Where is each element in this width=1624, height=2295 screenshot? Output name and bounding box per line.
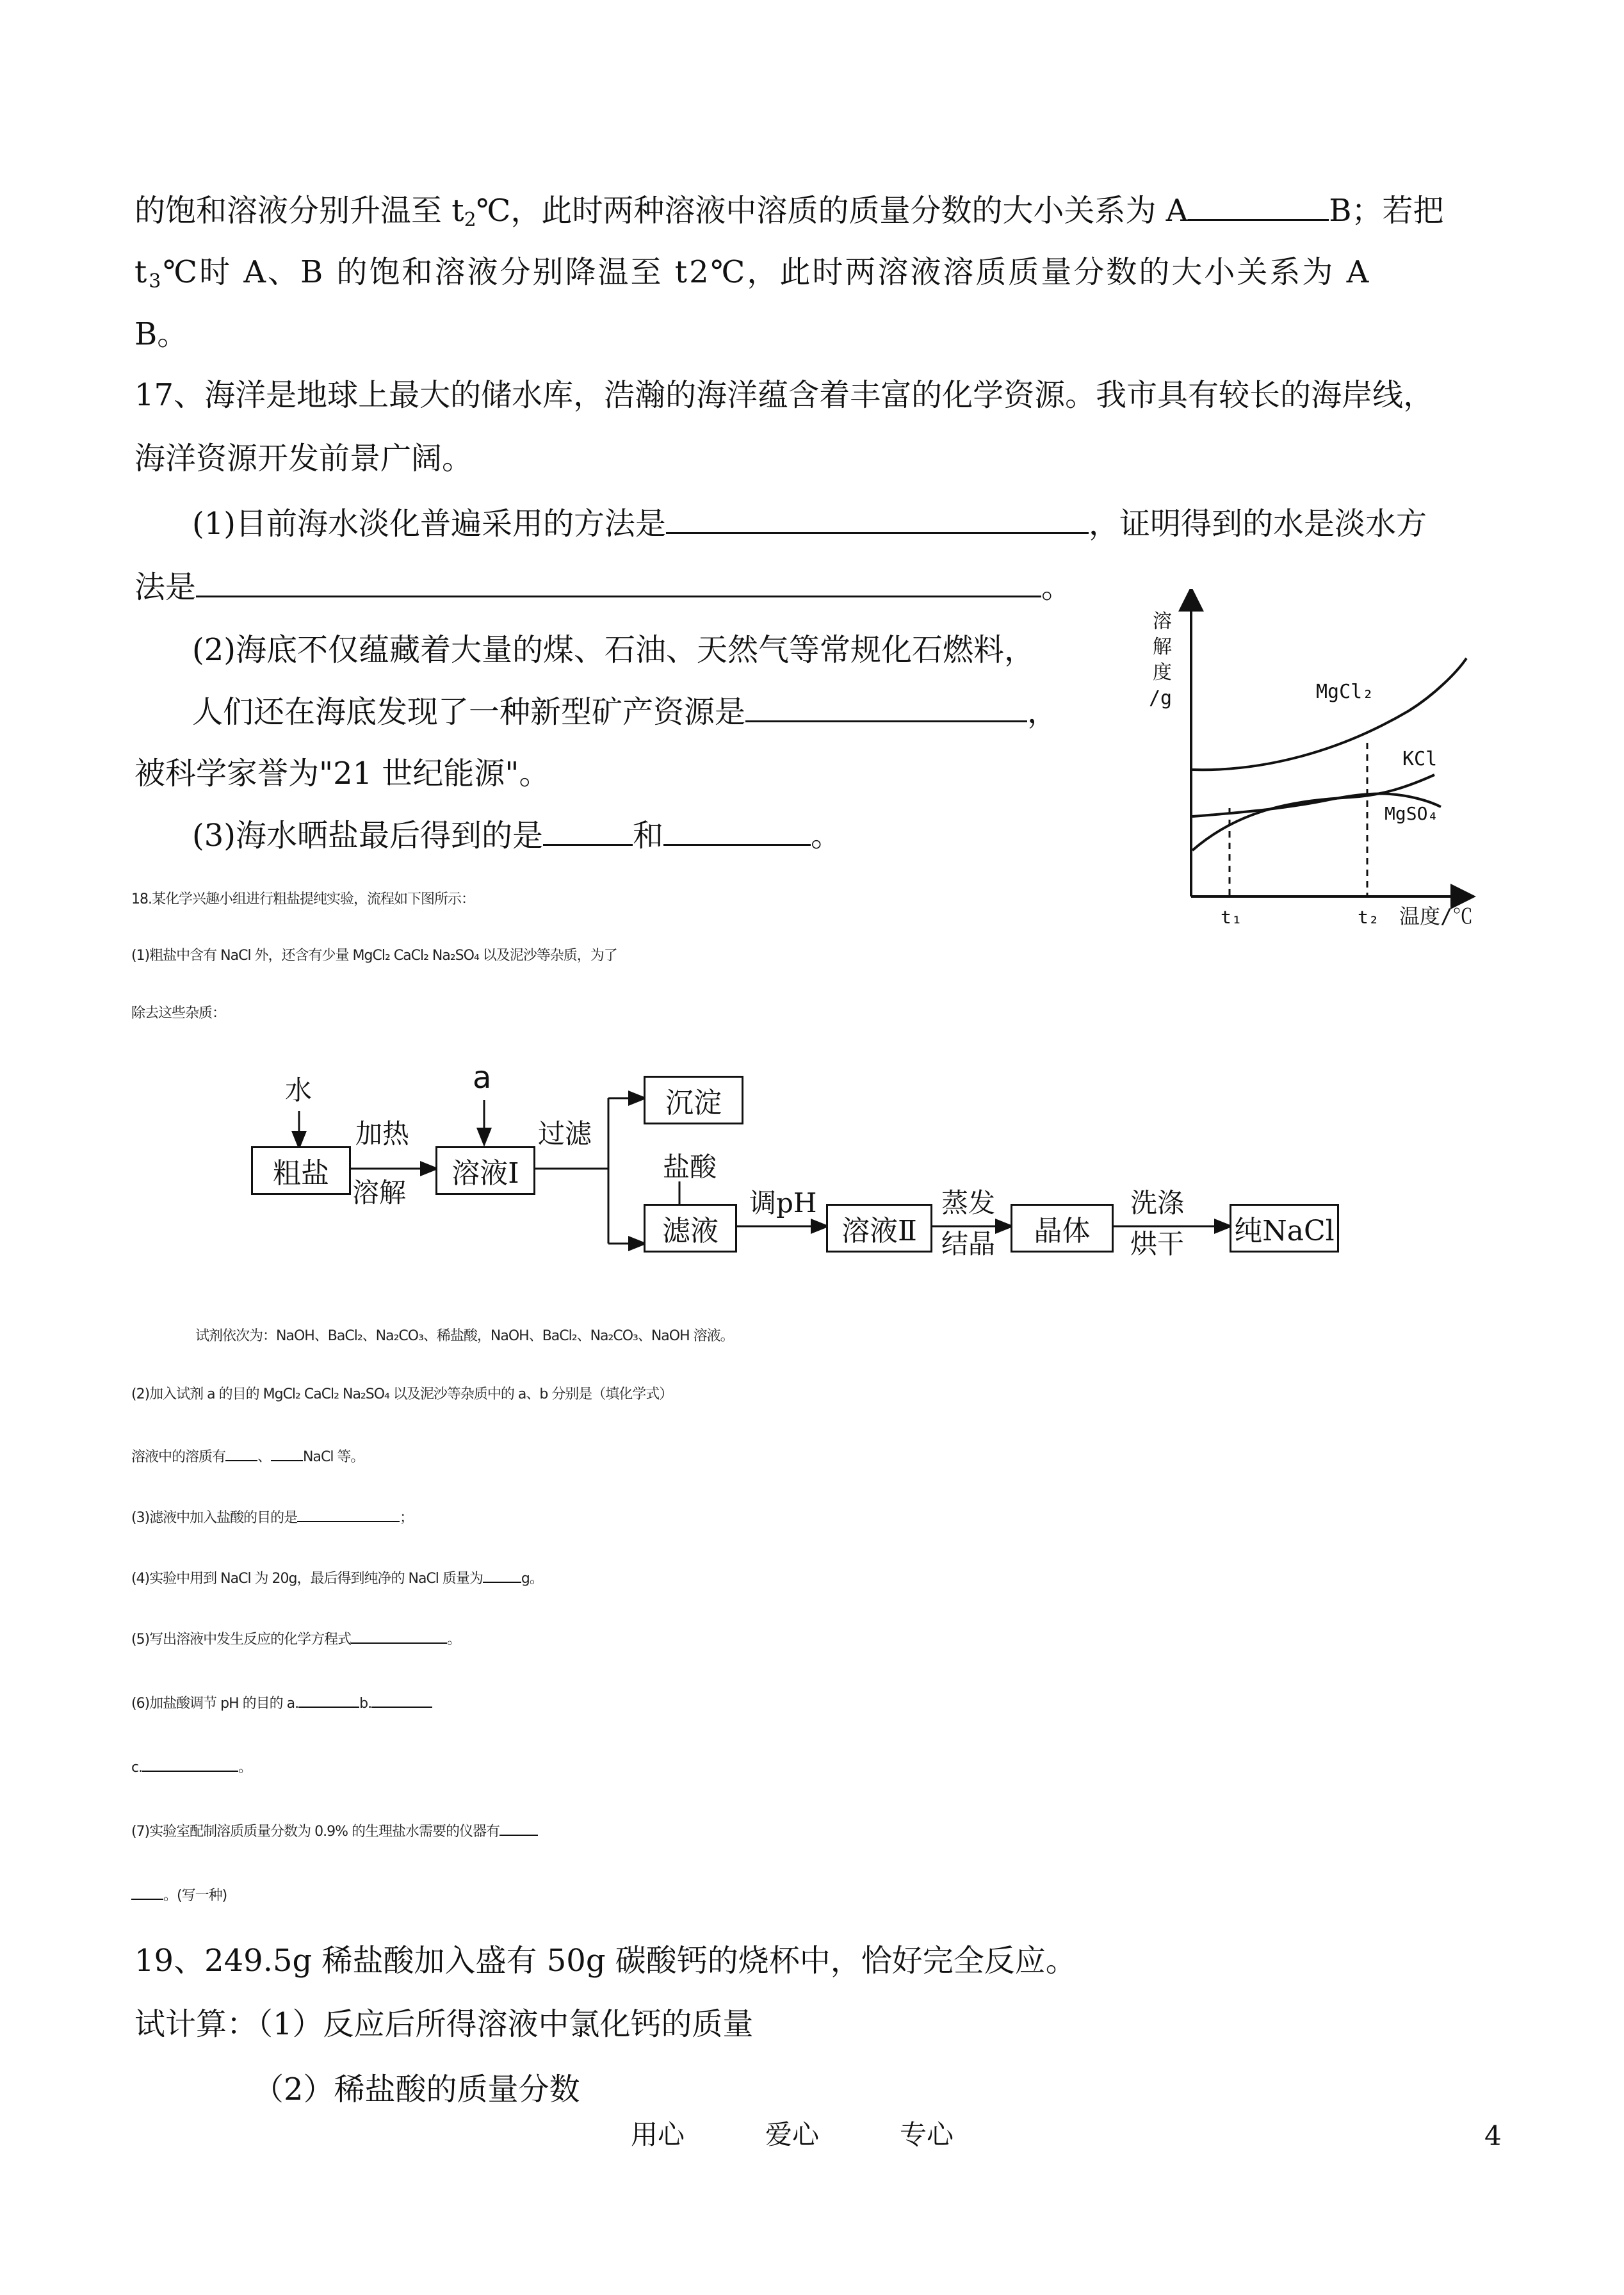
answer-blank[interactable] <box>271 1447 303 1461</box>
q19-line3: （2）稀盐酸的质量分数 <box>253 2072 580 2107</box>
q16-text: B。 <box>134 316 188 352</box>
q18-line10 <box>131 1694 432 1712</box>
flow-hcl-label: 盐酸 <box>663 1151 717 1183</box>
answer-blank[interactable] <box>499 1822 538 1836</box>
q18-text: 。(写一种) <box>163 1888 227 1904</box>
q18-text: 、 <box>257 1449 272 1465</box>
q18-text: (6)加盐酸调节 pH 的目的 a. <box>131 1696 299 1712</box>
q17-intro-line1: 17、海洋是地球上最大的储水库，浩瀚的海洋蕴含着丰富的化学资源。我市具有较长的海岸线， <box>134 377 1434 413</box>
q18-text: (4)实验中用到 NaCl 为 20g，最后得到纯净的 NaCl 质量为 <box>131 1571 483 1587</box>
q18-text: (3)滤液中加入盐酸的目的是 <box>131 1510 298 1526</box>
flow-box-precipitate: 沉淀 <box>644 1076 743 1124</box>
q18-line6 <box>131 1447 364 1466</box>
q18-line8 <box>131 1569 543 1587</box>
y-axis-label: 溶 解 度 /g <box>1149 610 1173 710</box>
answer-blank[interactable] <box>483 1569 521 1583</box>
q18-text: g。 <box>521 1571 543 1587</box>
q19-line2: 试计算：（1）反应后所得溶液中氯化钙的质量 <box>134 2006 754 2042</box>
q17-text: ，证明得到的水是淡水方 <box>1089 506 1427 542</box>
answer-blank[interactable] <box>351 1630 447 1644</box>
flow-box-solution1: 溶液Ⅰ <box>435 1146 535 1195</box>
footer-motto: 用心 爱心 专心 <box>631 2119 954 2150</box>
answer-blank[interactable] <box>297 1508 400 1522</box>
q17-text: 和 <box>633 818 664 854</box>
answer-blank[interactable] <box>225 1447 257 1461</box>
flow-water-label: 水 <box>285 1075 313 1106</box>
q18-line5: (2)加入试剂 a 的目的 MgCl₂ CaCl₂ Na₂SO₄ 以及泥沙等杂质中的 a、b 分别是（填化学式） <box>131 1386 673 1402</box>
flow-filter-label: 过滤 <box>538 1118 592 1149</box>
flow-box-crystal: 晶体 <box>1011 1204 1114 1253</box>
q17-part2-cont2: 被科学家誉为"21 世纪能源"。 <box>134 756 550 791</box>
q18-line3: 除去这些杂质： <box>131 1005 226 1021</box>
x-axis-label: 温度/℃ <box>1399 904 1474 929</box>
q18-line13 <box>131 1886 227 1904</box>
q18-line11 <box>131 1758 252 1776</box>
q17-text: ， <box>1027 694 1059 730</box>
flow-box-solution2: 溶液Ⅱ <box>826 1204 932 1253</box>
q17-intro-line2: 海洋资源开发前景广阔。 <box>134 441 473 476</box>
q17-text: 人们还在海底发现了一种新型矿产资源是 <box>192 694 746 730</box>
q17-text: (3)海水晒盐最后得到的是 <box>192 818 543 854</box>
q18-line1: 18.某化学兴趣小组进行粗盐提纯实验，流程如下图所示： <box>131 891 475 907</box>
q18-line7 <box>131 1508 413 1527</box>
q16-text: 的饱和溶液分别升温至 t <box>134 193 464 229</box>
flow-dissolve-label: 溶解 <box>352 1177 407 1208</box>
q18-text: ； <box>400 1510 414 1526</box>
q18-text: 溶液中的溶质有 <box>131 1449 226 1465</box>
q17-text: (1)目前海水淡化普遍采用的方法是 <box>192 506 666 542</box>
q18-line4: 试剂依次为：NaOH、BaCl₂、Na₂CO₃、稀盐酸，NaOH、BaCl₂、Na₂CO₃、NaOH 溶液。 <box>195 1328 734 1344</box>
flow-dry-label: 烘干 <box>1130 1228 1185 1260</box>
q18-text: b. <box>359 1696 372 1712</box>
q18-line12 <box>131 1822 538 1840</box>
flow-box-filtrate: 滤液 <box>644 1204 737 1253</box>
mgso4-label: MgSO₄ <box>1384 803 1439 824</box>
answer-blank[interactable] <box>371 1694 432 1708</box>
q16-text: B；若把 <box>1329 193 1444 229</box>
subscript: 2 <box>464 209 476 231</box>
flow-evaporate-label: 蒸发 <box>941 1187 996 1219</box>
q18-line2: (1)粗盐中含有 NaCl 外，还含有少量 MgCl₂ CaCl₂ Na₂SO₄ 以及泥沙等杂质，为了 <box>131 948 617 964</box>
q18-text: (7)实验室配制溶质质量分数为 0.9% 的生理盐水需要的仪器有 <box>131 1824 500 1840</box>
answer-blank[interactable] <box>142 1758 238 1772</box>
flow-box-pure-nacl: 纯NaCl <box>1230 1204 1339 1253</box>
subscript: 3 <box>149 270 163 293</box>
flow-crystallize-label: 结晶 <box>941 1228 996 1260</box>
flow-reagent-a-label: a <box>473 1060 492 1096</box>
q18-text: (5)写出溶液中发生反应的化学方程式 <box>131 1632 352 1648</box>
flow-box-crude-salt: 粗盐 <box>251 1146 351 1195</box>
q18-line9 <box>131 1630 460 1648</box>
q18-text: NaCl 等。 <box>303 1449 364 1465</box>
q18-text: 。 <box>447 1632 461 1648</box>
q17-text: 。 <box>811 818 842 854</box>
q17-part2: (2)海底不仅蕴藏着大量的煤、石油、天然气等常规化石燃料， <box>192 632 1035 668</box>
answer-blank[interactable] <box>131 1886 163 1900</box>
q16-text: ℃时 A、B 的饱和溶液分别降温至 t2℃，此时两溶液溶质质量分数的大小关系为 A <box>163 254 1371 290</box>
q18-text: c. <box>131 1760 143 1776</box>
q18-text: 。 <box>238 1760 252 1776</box>
flow-heat-label: 加热 <box>355 1118 410 1149</box>
mgcl2-label: MgCl₂ <box>1316 681 1374 703</box>
q17-text: 法是 <box>134 569 197 605</box>
flow-adjust-ph-label: 调pH <box>749 1187 817 1219</box>
q16-text: ℃，此时两种溶液中溶质的质量分数的大小关系为 A <box>476 193 1189 229</box>
answer-blank[interactable] <box>298 1694 359 1708</box>
t2-tick-label: t₂ <box>1358 907 1379 928</box>
t1-tick-label: t₁ <box>1221 907 1242 928</box>
q19-line1: 19、249.5g 稀盐酸加入盛有 50g 碳酸钙的烧杯中，恰好完全反应。 <box>134 1943 1076 1979</box>
q16-text: t <box>134 254 149 290</box>
kcl-label: KCl <box>1402 748 1438 770</box>
q17-text: 。 <box>1041 569 1073 605</box>
flow-wash-label: 洗涤 <box>1130 1187 1185 1219</box>
page-number: 4 <box>1484 2120 1502 2152</box>
